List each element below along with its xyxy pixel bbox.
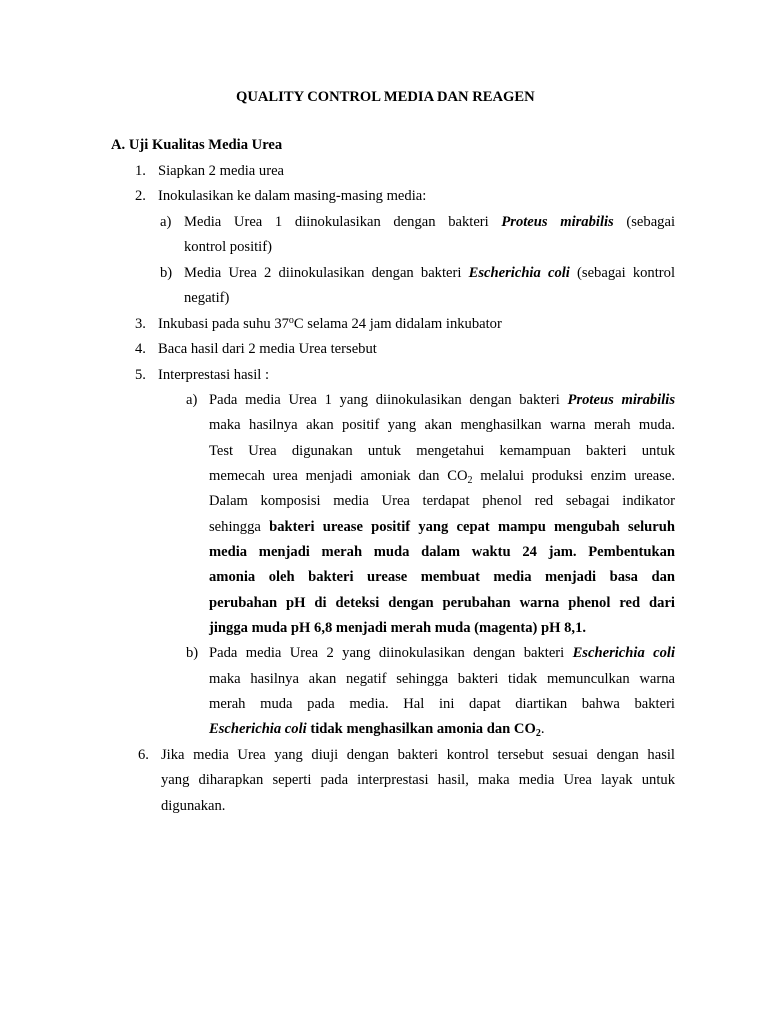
subitem-line: negatif) — [184, 290, 230, 306]
subitem-line: Pada media Urea 1 yang diinokulasikan dengan bakteri Proteus mirabilis — [209, 392, 676, 408]
item-number: 1. — [135, 163, 146, 179]
subitem-line: Media Urea 1 diinokulasikan dengan bakteri Proteus mirabilis (sebagai — [184, 214, 676, 230]
item-text: Siapkan 2 media urea — [158, 163, 285, 179]
subitem-line: merah muda pada media. Hal ini dapat diartikan bahwa bakteri — [209, 696, 675, 712]
subitem-line: kontrol positif) — [184, 239, 272, 255]
item-text: Baca hasil dari 2 media Urea tersebut — [158, 341, 377, 357]
subitem-line: maka hasilnya akan negatif sehingga bakteri tidak memunculkan warna — [209, 671, 675, 687]
subitem-line: amonia oleh bakteri urease membuat media menjadi basa dan — [209, 569, 675, 585]
item-number: 4. — [135, 341, 146, 357]
item-text: yang diharapkan seperti pada interprestasi hasil, maka media Urea layak untuk — [161, 772, 675, 788]
item-text: Jika media Urea yang diuji dengan bakteri kontrol tersebut sesuai dengan hasil — [161, 747, 675, 763]
item-text: digunakan. — [161, 798, 226, 814]
subitem-line: sehingga bakteri urease positif yang cepat mampu mengubah seluruh — [209, 519, 675, 535]
item-number: 5. — [135, 367, 146, 383]
subitem-line: Dalam komposisi media Urea terdapat phenol red sebagai indikator — [209, 493, 675, 509]
item-text: Inkubasi pada suhu 37$^o$C selama 24 jam didalam inkubator — [158, 315, 502, 332]
item-text: Interprestasi hasil : — [158, 367, 270, 383]
subitem-line: perubahan pH di deteksi dengan perubahan warna phenol red dari — [209, 595, 675, 611]
item-number: 3. — [135, 316, 146, 332]
subitem-line: Escherichia coli tidak menghasilkan amonia dan $CO_2$. — [209, 721, 545, 739]
section-heading: A. Uji Kualitas Media Urea — [111, 137, 283, 153]
item-number: 2. — [135, 188, 146, 204]
subitem-line: maka hasilnya akan positif yang akan menghasilkan warna merah muda. — [209, 417, 675, 433]
subitem-line: Pada media Urea 2 yang diinokulasikan dengan bakteri Escherichia coli — [209, 645, 675, 661]
subitem-line: jingga muda pH 6,8 menjadi merah muda (magenta) pH 8,1. — [209, 620, 587, 636]
subitem-line: Media Urea 2 diinokulasikan dengan bakteri Escherichia coli (sebagai kontrol — [184, 265, 675, 281]
subitem-label: b) — [186, 645, 199, 661]
item-text: Inokulasikan ke dalam masing-masing media: — [158, 188, 427, 204]
subitem-label: a) — [186, 392, 198, 408]
subitem-line: Test Urea digunakan untuk mengetahui kemampuan bakteri untuk — [209, 443, 675, 459]
item-number: 6. — [138, 747, 149, 763]
page-title: QUALITY CONTROL MEDIA DAN REAGEN — [236, 89, 535, 105]
subitem-line: memecah urea menjadi amoniak dan $CO_2$ melalui produksi enzim urease. — [209, 468, 676, 486]
subitem-label: a) — [160, 214, 172, 230]
subitem-line: media menjadi merah muda dalam waktu 24 jam. Pembentukan — [209, 544, 675, 560]
subitem-label: b) — [160, 265, 173, 281]
